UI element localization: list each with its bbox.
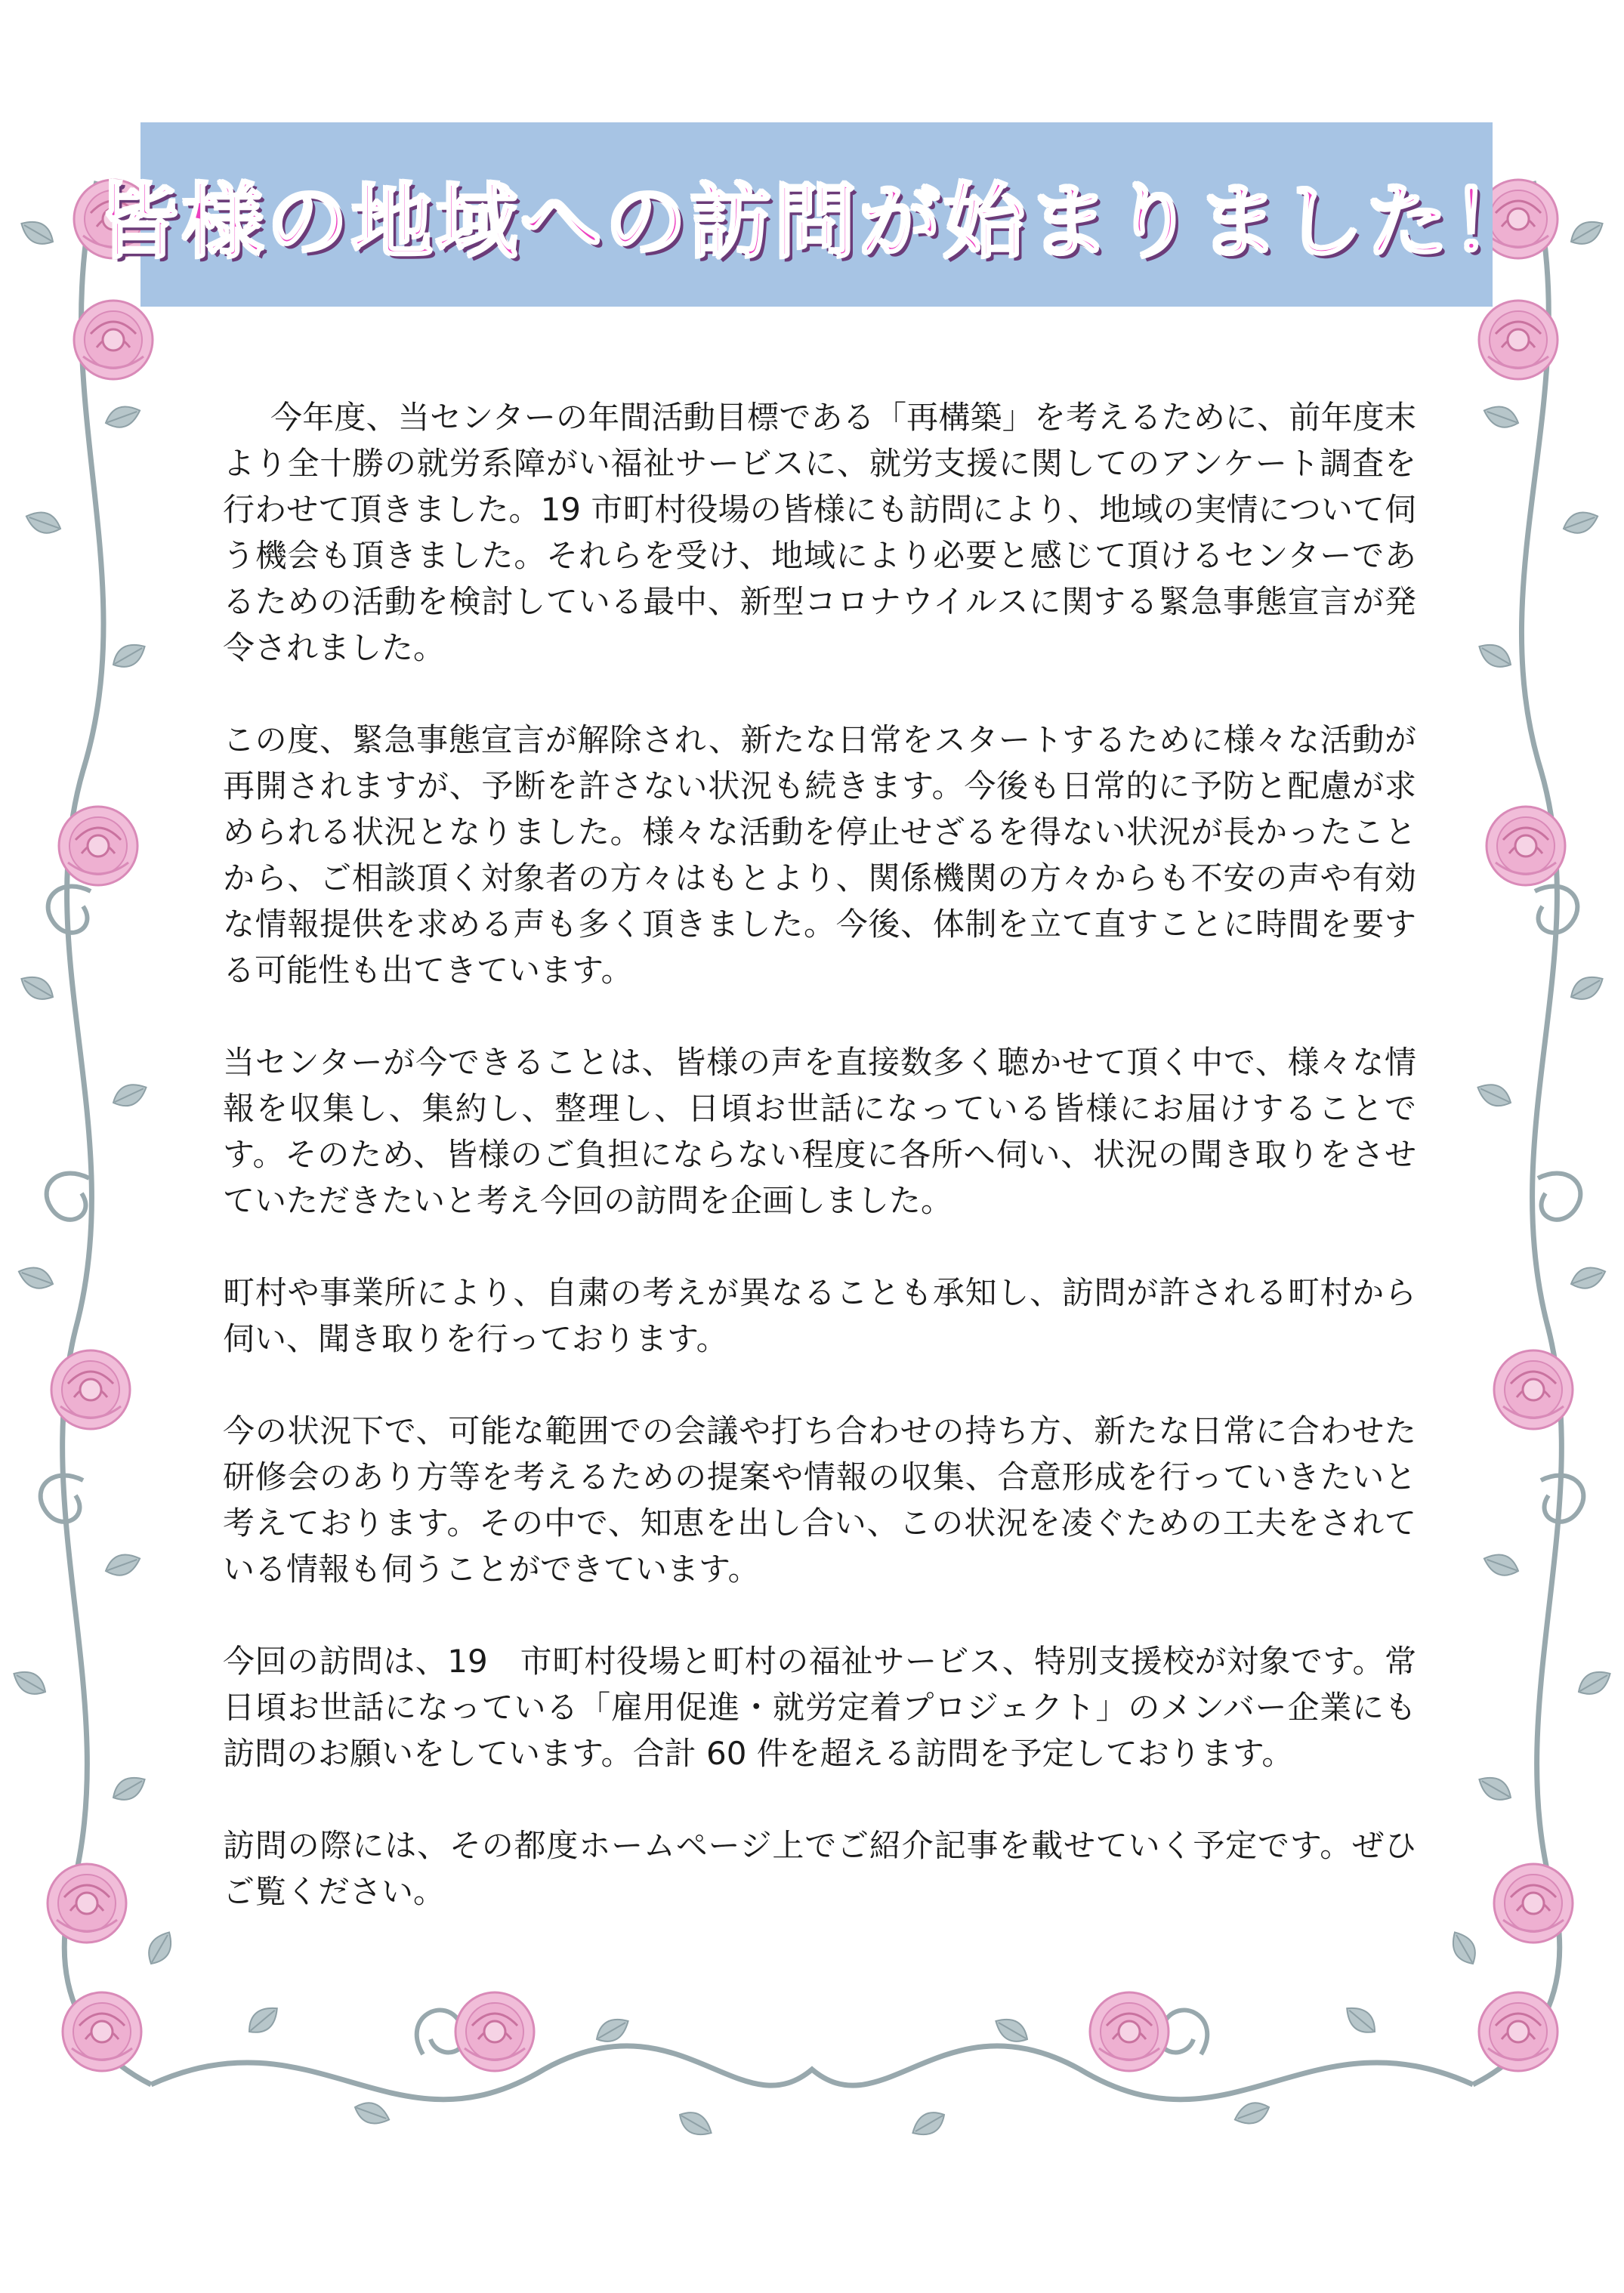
page-title: 皆様の地域への訪問が始まりました！ [97,174,1536,270]
notice-body [223,394,1416,1915]
paragraph-7: 訪問の際には、その都度ホームページ上でご紹介記事を載せていく予定です。ぜひご覧ください。 [223,1827,1416,1910]
paragraph-6: 今回の訪問は、19 市町村役場と町村の福祉サービス、特別支援校が対象です。常日頃お世話になっている「雇用促進・就労定着プロジェクト」のメンバー企業にも訪問のお願いをしています。合計 60 件を超える訪問を予定しております。 [223,1643,1416,1772]
paragraph-4: 町村や事業所により、自粛の考えが異なることも承知し、訪問が許される町村から伺い、聞き取りを行っております。 [223,1274,1416,1357]
title-banner [97,122,1536,307]
paragraph-1: 今年度、当センターの年間活動目標である「再構築」を考えるために、前年度末より全十勝の就労系障がい福祉サービスに、就労支援に関してのアンケート調査を行わせて頂きました。19 市町村役場の皆様にも訪問により、地域の実情について伺う機会も頂きました。それらを受け、地域により必要と感じて頂けるセンターであるための活動を検討している最中、新型コロナウイルスに関する緊急事態宣言が発令されました。 [223,399,1416,666]
paragraph-5: 今の状況下で、可能な範囲での会議や打ち合わせの持ち方、新たな日常に合わせた研修会のあり方等を考えるための提案や情報の収集、合意形成を行っていきたいと考えております。その中で、知恵を出し合い、この状況を凌ぐための工夫をされている情報も伺うことができています。 [223,1412,1416,1588]
paragraph-2: この度、緊急事態宣言が解除され、新たな日常をスタートするために様々な活動が再開されますが、予断を許さない状況も続きます。今後も日常的に予防と配慮が求められる状況となりました。様々な活動を停止せざるを得ない状況が長かったことから、ご相談頂く対象者の方々はもとより、関係機関の方々からも不安の声や有効な情報提供を求める声も多く頂きました。今後、体制を立て直すことに時間を要する可能性も出てきています。 [223,721,1416,989]
paragraph-3: 当センターが今できることは、皆様の声を直接数多く聴かせて頂く中で、様々な情報を収集し、集約し、整理し、日頃お世話になっている皆様にお届けすることです。そのため、皆様のご負担にならない程度に各所へ伺い、状況の聞き取りをさせていただきたいと考え今回の訪問を企画しました。 [223,1044,1416,1219]
